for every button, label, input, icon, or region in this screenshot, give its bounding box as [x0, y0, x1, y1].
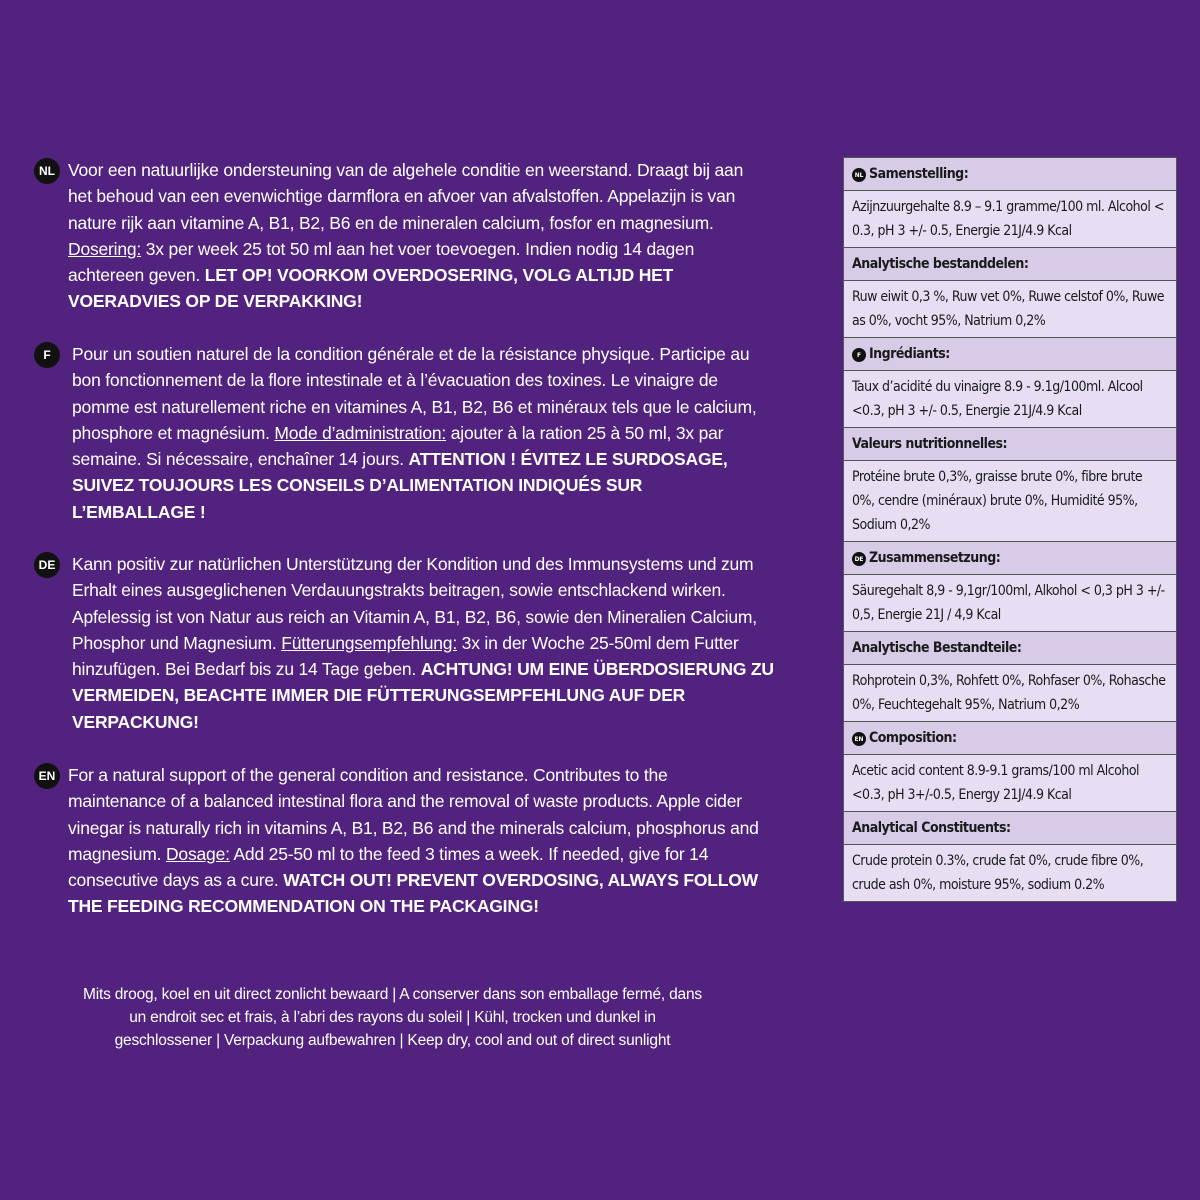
f-mini-badge: F [852, 348, 866, 362]
section-nl [34, 157, 758, 315]
de-flag-badge: DE [34, 552, 60, 578]
nl-description: Voor een natuurlijke ondersteuning van de algehele conditie en weerstand. Draagt bij aan het behoud van een evenwichtige darmflora en afvoer van afvalstoffen. Appelazijn is van nature rijk aan vitamine A, B1, B2, B6 en de mineralen calcium, fosfor en magnesium. [68, 160, 744, 233]
nl-composition-heading [844, 158, 1176, 191]
f-composition-title: Ingrédiants: [869, 346, 950, 362]
f-warning: ATTENTION ! ÉVITEZ LE SURDOSAGE, SUIVEZ TOUJOURS LES CONSEILS D’ALIMENTATION INDIQUÉS SUR L’EMBALLAGE ! [72, 449, 728, 522]
de-dose-text: 3x in der Woche 25-50ml dem Futter hinzufügen. Bei Bedarf bis zu 14 Tage geben. [72, 632, 739, 680]
nl-analytical-body: Ruw eiwit 0,3 %, Ruw vet 0%, Ruwe celstof 0%, Ruwe as 0%, vocht 95%, Natrium 0,2% [844, 281, 1176, 338]
de-composition-title: Zusammensetzung: [869, 550, 1001, 566]
nl-composition-title: Samenstelling: [869, 166, 969, 182]
en-mini-badge: EN [852, 732, 866, 746]
en-composition-body: Acetic acid content 8.9-9.1 grams/100 ml Alcohol <0.3, pH 3+/-0.5, Energy 21J/4.9 Kcal [844, 755, 1176, 812]
nl-dose-text: 3x per week 25 tot 50 ml aan het voer toevoegen. Indien nodig 14 dagen achtereen geven. [68, 238, 695, 286]
f-description: Pour un soutien naturel de la condition générale et de la résistance physique. Participe au bon fonctionnement de la flore intestinale et à l’évacuation des toxines. Le vinaigre de pomme est naturellement riche en vitamines A, B1, B2, B6 et minéraux tels que le calcium, phosphore et magnésium. [72, 344, 757, 443]
section-en [34, 762, 768, 920]
nl-mini-badge: NL [852, 168, 866, 182]
en-analytical-heading: Analytical Constituents: [844, 812, 1176, 845]
f-composition-body: Taux d’acidité du vinaigre 8.9 - 9.1g/100ml. Alcool <0.3, pH 3 +/- 0.5, Energie 21J/4.9 Kcal [844, 371, 1176, 428]
en-warning: WATCH OUT! PREVENT OVERDOSING, ALWAYS FOLLOW THE FEEDING RECOMMENDATION ON THE PACKAGING! [68, 870, 758, 917]
nl-warning: LET OP! VOORKOM OVERDOSERING, VOLG ALTIJD HET VOERADVIES OP DE VERPAKKING! [68, 265, 674, 312]
section-de-text [72, 551, 792, 735]
f-flag-badge: F [34, 342, 60, 368]
nl-dose-label: Dosering: [68, 238, 142, 259]
en-dose-text: Add 25-50 ml to the feed 3 times a week. If needed, give for 14 consecutive days as a cure. [68, 843, 709, 891]
en-description: For a natural support of the general condition and resistance. Contributes to the maintenance of a balanced intestinal flora and the removal of waste products. Apple cider vinegar is naturally rich in vitamins A, B1, B2, B6 and the minerals calcium, phosphorus and magnesium. [68, 765, 759, 864]
section-en-text [68, 762, 768, 920]
f-composition-heading [844, 338, 1176, 371]
en-analytical-body: Crude protein 0.3%, crude fat 0%, crude fibre 0%, crude ash 0%, moisture 95%, sodium 0.2% [844, 845, 1176, 901]
nl-flag-badge: NL [34, 158, 60, 184]
f-analytical-heading: Valeurs nutritionnelles: [844, 428, 1176, 461]
f-dose-text: ajouter à la ration 25 à 50 ml, 3x par semaine. Si nécessaire, enchaîner 14 jours. [72, 422, 724, 470]
de-composition-heading [844, 542, 1176, 575]
de-description: Kann positiv zur natürlichen Unterstützung der Kondition und des Immunsystems und zum Erhalt eines ausgeglichenen Verdauungstrakts beitragen, sowie entschlackend wirken. Apfelessig ist von Natur aus reich an Vitamin A, B1, B2, B6, sowie den Mineralien Calcium, Phosphor und Magnesium. [72, 554, 757, 653]
en-dose-label: Dosage: [165, 843, 230, 864]
section-f-text [72, 341, 762, 525]
de-analytical-body: Rohprotein 0,3%, Rohfett 0%, Rohfaser 0%, Rohasche 0%, Feuchtegehalt 95%, Natrium 0,2% [844, 665, 1176, 722]
section-f [34, 341, 762, 525]
de-warning: ACHTUNG! UM EINE ÜBERDOSIERUNG ZU VERMEIDEN, BEACHTE IMMER DIE FÜTTERUNGSEMPFEHLUNG AUF DER VERPACKUNG! [72, 659, 774, 732]
storage-instructions: Mits droog, koel en uit direct zonlicht bewaard | A conserver dans son emballage fermé, dans un endroit sec et frais, à l’abri des rayons du soleil | Kühl, trocken und dunkel in geschlossener | Verpackung aufbewahren | Keep dry, cool and out of direct sunlight [83, 986, 702, 1049]
de-dose-label: Fütterungsempfehlung: [281, 632, 457, 653]
f-dose-label: Mode d’administration: [274, 422, 447, 443]
en-composition-heading [844, 722, 1176, 755]
f-analytical-body: Protéine brute 0,3%, graisse brute 0%, fibre brute 0%, cendre (minéraux) brute 0%, Humidité 95%, Sodium 0,2% [844, 461, 1176, 542]
section-nl-text [68, 157, 758, 315]
nl-composition-body: Azijnzuurgehalte 8.9 – 9.1 gramme/100 ml. Alcohol < 0.3, pH 3 +/- 0.5, Energie 21J/4.9 Kcal [844, 191, 1176, 248]
de-analytical-heading: Analytische Bestandteile: [844, 632, 1176, 665]
en-flag-badge: EN [34, 763, 60, 789]
nl-analytical-heading: Analytische bestanddelen: [844, 248, 1176, 281]
de-mini-badge: DE [852, 552, 866, 566]
composition-table [843, 157, 1177, 902]
en-composition-title: Composition: [869, 730, 957, 746]
section-de [34, 551, 792, 735]
de-composition-body: Säuregehalt 8,9 - 9,1gr/100ml, Alkohol < 0,3 pH 3 +/- 0,5, Energie 21J / 4,9 Kcal [844, 575, 1176, 632]
